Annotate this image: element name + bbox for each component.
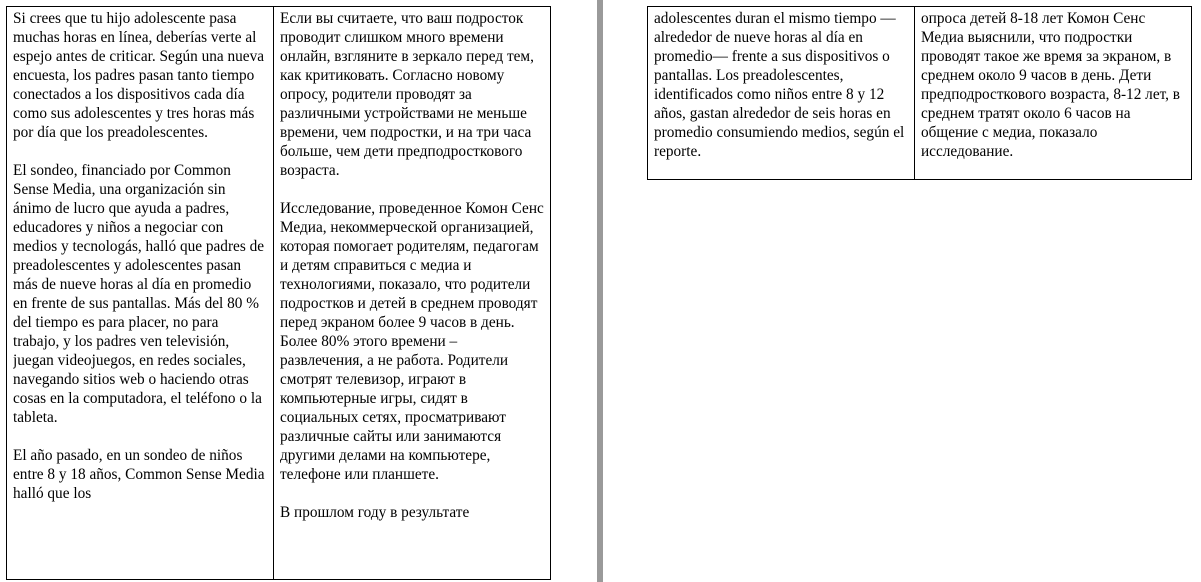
russian-paragraph-2: Исследование, проведенное Комон Сенс Медиа, некоммерческой организацией, которая помогает родителям, педагогам и детям справиться с медиа и технологиями, показало, что родители подростков и детей в среднем проводят перед экраном более 9 часов в день. Более 80% этого времени – развлечения, а не работа. Родители смотрят телевизор, играют в компьютерные игры, сидят в социальных сетях, просматривают различные сайты или занимаются другими делами на компьютере, телефоне или планшете. <box>280 200 544 483</box>
spanish-column-cell[interactable] <box>648 7 915 180</box>
bilingual-table-page-1 <box>6 6 551 580</box>
spanish-paragraph-2: El sondeo, financiado por Common Sense Media, una organización sin ánimo de lucro que ayuda a padres, educadores y niños a negociar con medios y tecnologás, halló que padres de preadolescentes y adolescentes pasan más de nueve horas al día en promedio en frente de sus pantallas. Más del 80 % del tiempo es para placer, no para trabajo, y los padres ven televisión, juegan videojuegos, en redes sociales, navegando sitios web o haciendo otras cosas en la computadora, el teléfono o la tableta. <box>13 162 265 426</box>
document-page-right <box>603 0 1201 582</box>
spanish-paragraph-1: Si crees que tu hijo adolescente pasa muchas horas en línea, deberías verte al espejo antes de criticar. Según una nueva encuesta, los padres pasan tanto tiempo conectados a los dispositivos cada día como sus adolescentes y tres horas más por día que los preadolescentes. <box>13 10 265 141</box>
spanish-paragraph-3: El año pasado, en un sondeo de niños entre 8 y 18 años, Common Sense Media halló que los <box>13 447 265 502</box>
table-row <box>648 7 1192 180</box>
spanish-paragraph-4: adolescentes duran el mismo tiempo —alrededor de nueve horas al día en promedio— frente a sus dispositivos o pantallas. Los preadolescentes, identificados como niños entre 8 y 12 años, gastan alrededor de seis horas en promedio consumiendo medios, según el reporte. <box>654 10 905 160</box>
spanish-column-cell[interactable] <box>7 7 274 580</box>
table-row <box>7 7 551 580</box>
document-page-left <box>0 0 597 582</box>
russian-paragraph-3: В прошлом году в результате <box>280 504 470 521</box>
russian-paragraph-4: опроса детей 8-18 лет Комон Сенс Медиа выяснили, что подростки проводят такое же время за экраном, в среднем около 9 часов в день. Дети предподросткового возраста, 8-12 лет, в среднем тратят около 6 часов на общение с медиа, показало исследование. <box>921 10 1181 160</box>
russian-paragraph-1: Если вы считаете, что ваш подросток проводит слишком много времени онлайн, взгляните в зеркало перед тем, как критиковать. Согласно новому опросу, родители проводят за различными устройствами не меньше времени, чем подростки, и на три часа больше, чем дети предподросткового возраста. <box>280 10 534 179</box>
russian-column-cell[interactable] <box>274 7 551 580</box>
bilingual-table-page-2 <box>647 6 1192 180</box>
russian-column-cell[interactable] <box>915 7 1192 180</box>
